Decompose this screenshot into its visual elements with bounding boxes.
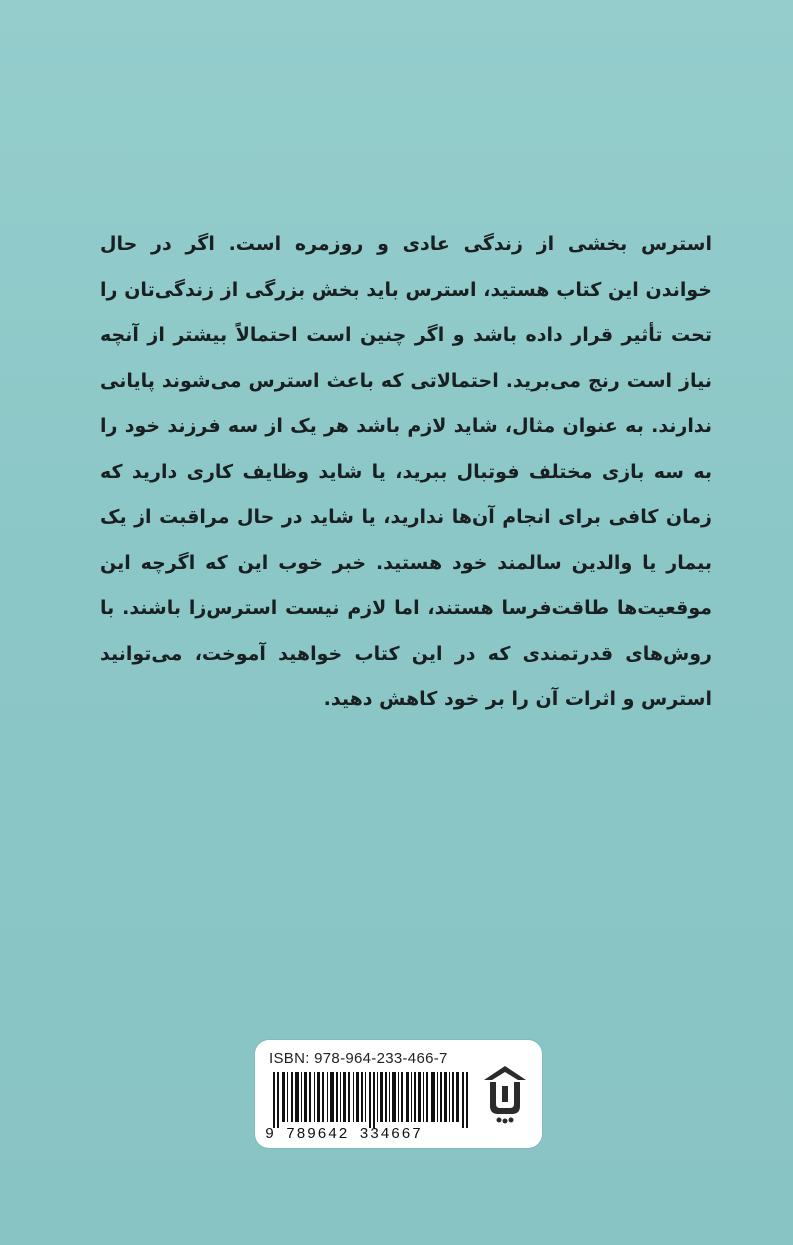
- isbn-barcode-label: [255, 1040, 542, 1148]
- blurb-text-block: [100, 222, 712, 723]
- barcode-digits: 9 789642 334667: [265, 1126, 423, 1143]
- blurb-paragraph: استرس بخشی از زندگی عادی و روزمره است. اگر در حال خواندن این کتاب هستید، استرس باید بخش بزرگی از زندگی‌تان را تحت تأثیر قرار داده باشد و اگر چنین است احتمالاً بیشتر از آنچه نیاز است رنج می‌برید. احتمالاتی که باعث استرس می‌شوند پایانی ندارند. به عنوان مثال، شاید لازم باشد هر یک از سه فرزند خود را به سه بازی مختلف فوتبال ببرید، یا شاید وظایف کاری دارید که زمان کافی برای انجام آن‌ها ندارید، یا شاید در حال مراقبت از یک بیمار یا والدین سالمند خود هستید. خبر خوب این که اگرچه این موقعیت‌ها طاقت‌فرسا هستند، اما لازم نیست استرس‌زا باشند. با روش‌های قدرتمندی که در این کتاب خواهید آموخت، می‌توانید استرس و اثرات آن را بر خود کاهش دهید.: [100, 233, 712, 710]
- barcode-icon: [273, 1072, 473, 1128]
- publisher-logo-icon: [482, 1064, 528, 1126]
- isbn-number: ISBN: 978-964-233-466-7: [269, 1050, 448, 1067]
